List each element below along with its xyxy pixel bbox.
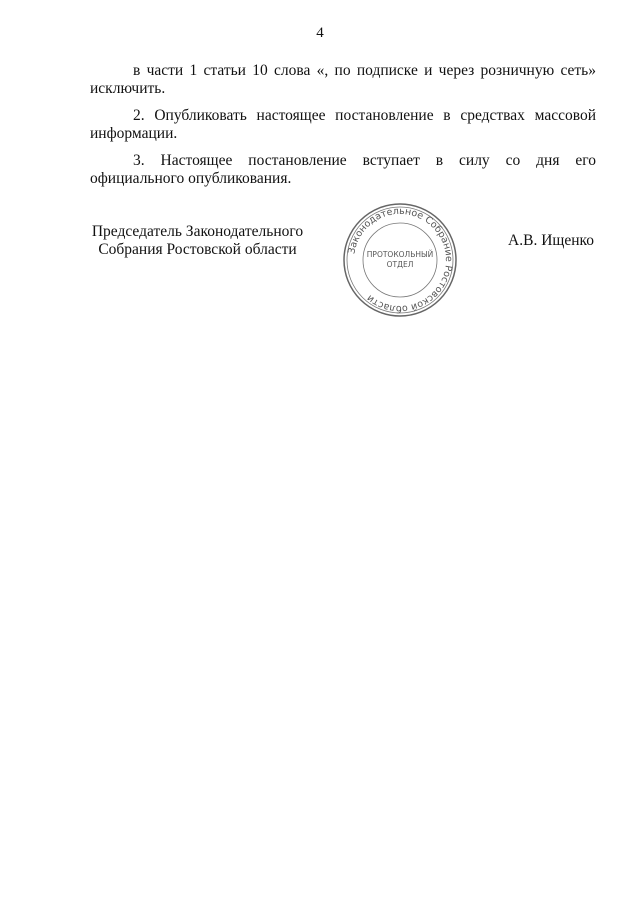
paragraph-1 [90, 62, 596, 98]
paragraph-2 [90, 107, 596, 143]
signatory-name: А.В. Ищенко [508, 232, 594, 249]
stamp-ring-text: Законодательное Собрание Ростовской области [346, 205, 455, 315]
signatory-title [90, 223, 305, 259]
paragraph-1-text: в части 1 статьи 10 слова «, по подписке и через розничную сеть» исключить. [90, 62, 596, 97]
paragraph-3-text: 3. Настоящее постановление вступает в силу со дня его официального опубликования. [90, 152, 596, 187]
official-stamp [340, 200, 460, 320]
signatory-title-line-1: Председатель Законодательного [91, 223, 304, 240]
stamp-center-line-1: ПРОТОКОЛЬНЫЙ [366, 250, 434, 259]
paragraph-3 [90, 152, 596, 188]
page-number: 4 [316, 25, 324, 41]
paragraph-2-text: 2. Опубликовать настоящее постановление в средствах массовой информации. [90, 107, 596, 142]
stamp-center-line-2: ОТДЕЛ [386, 260, 414, 269]
signatory-title-line-2: Собрания Ростовской области [98, 241, 297, 258]
